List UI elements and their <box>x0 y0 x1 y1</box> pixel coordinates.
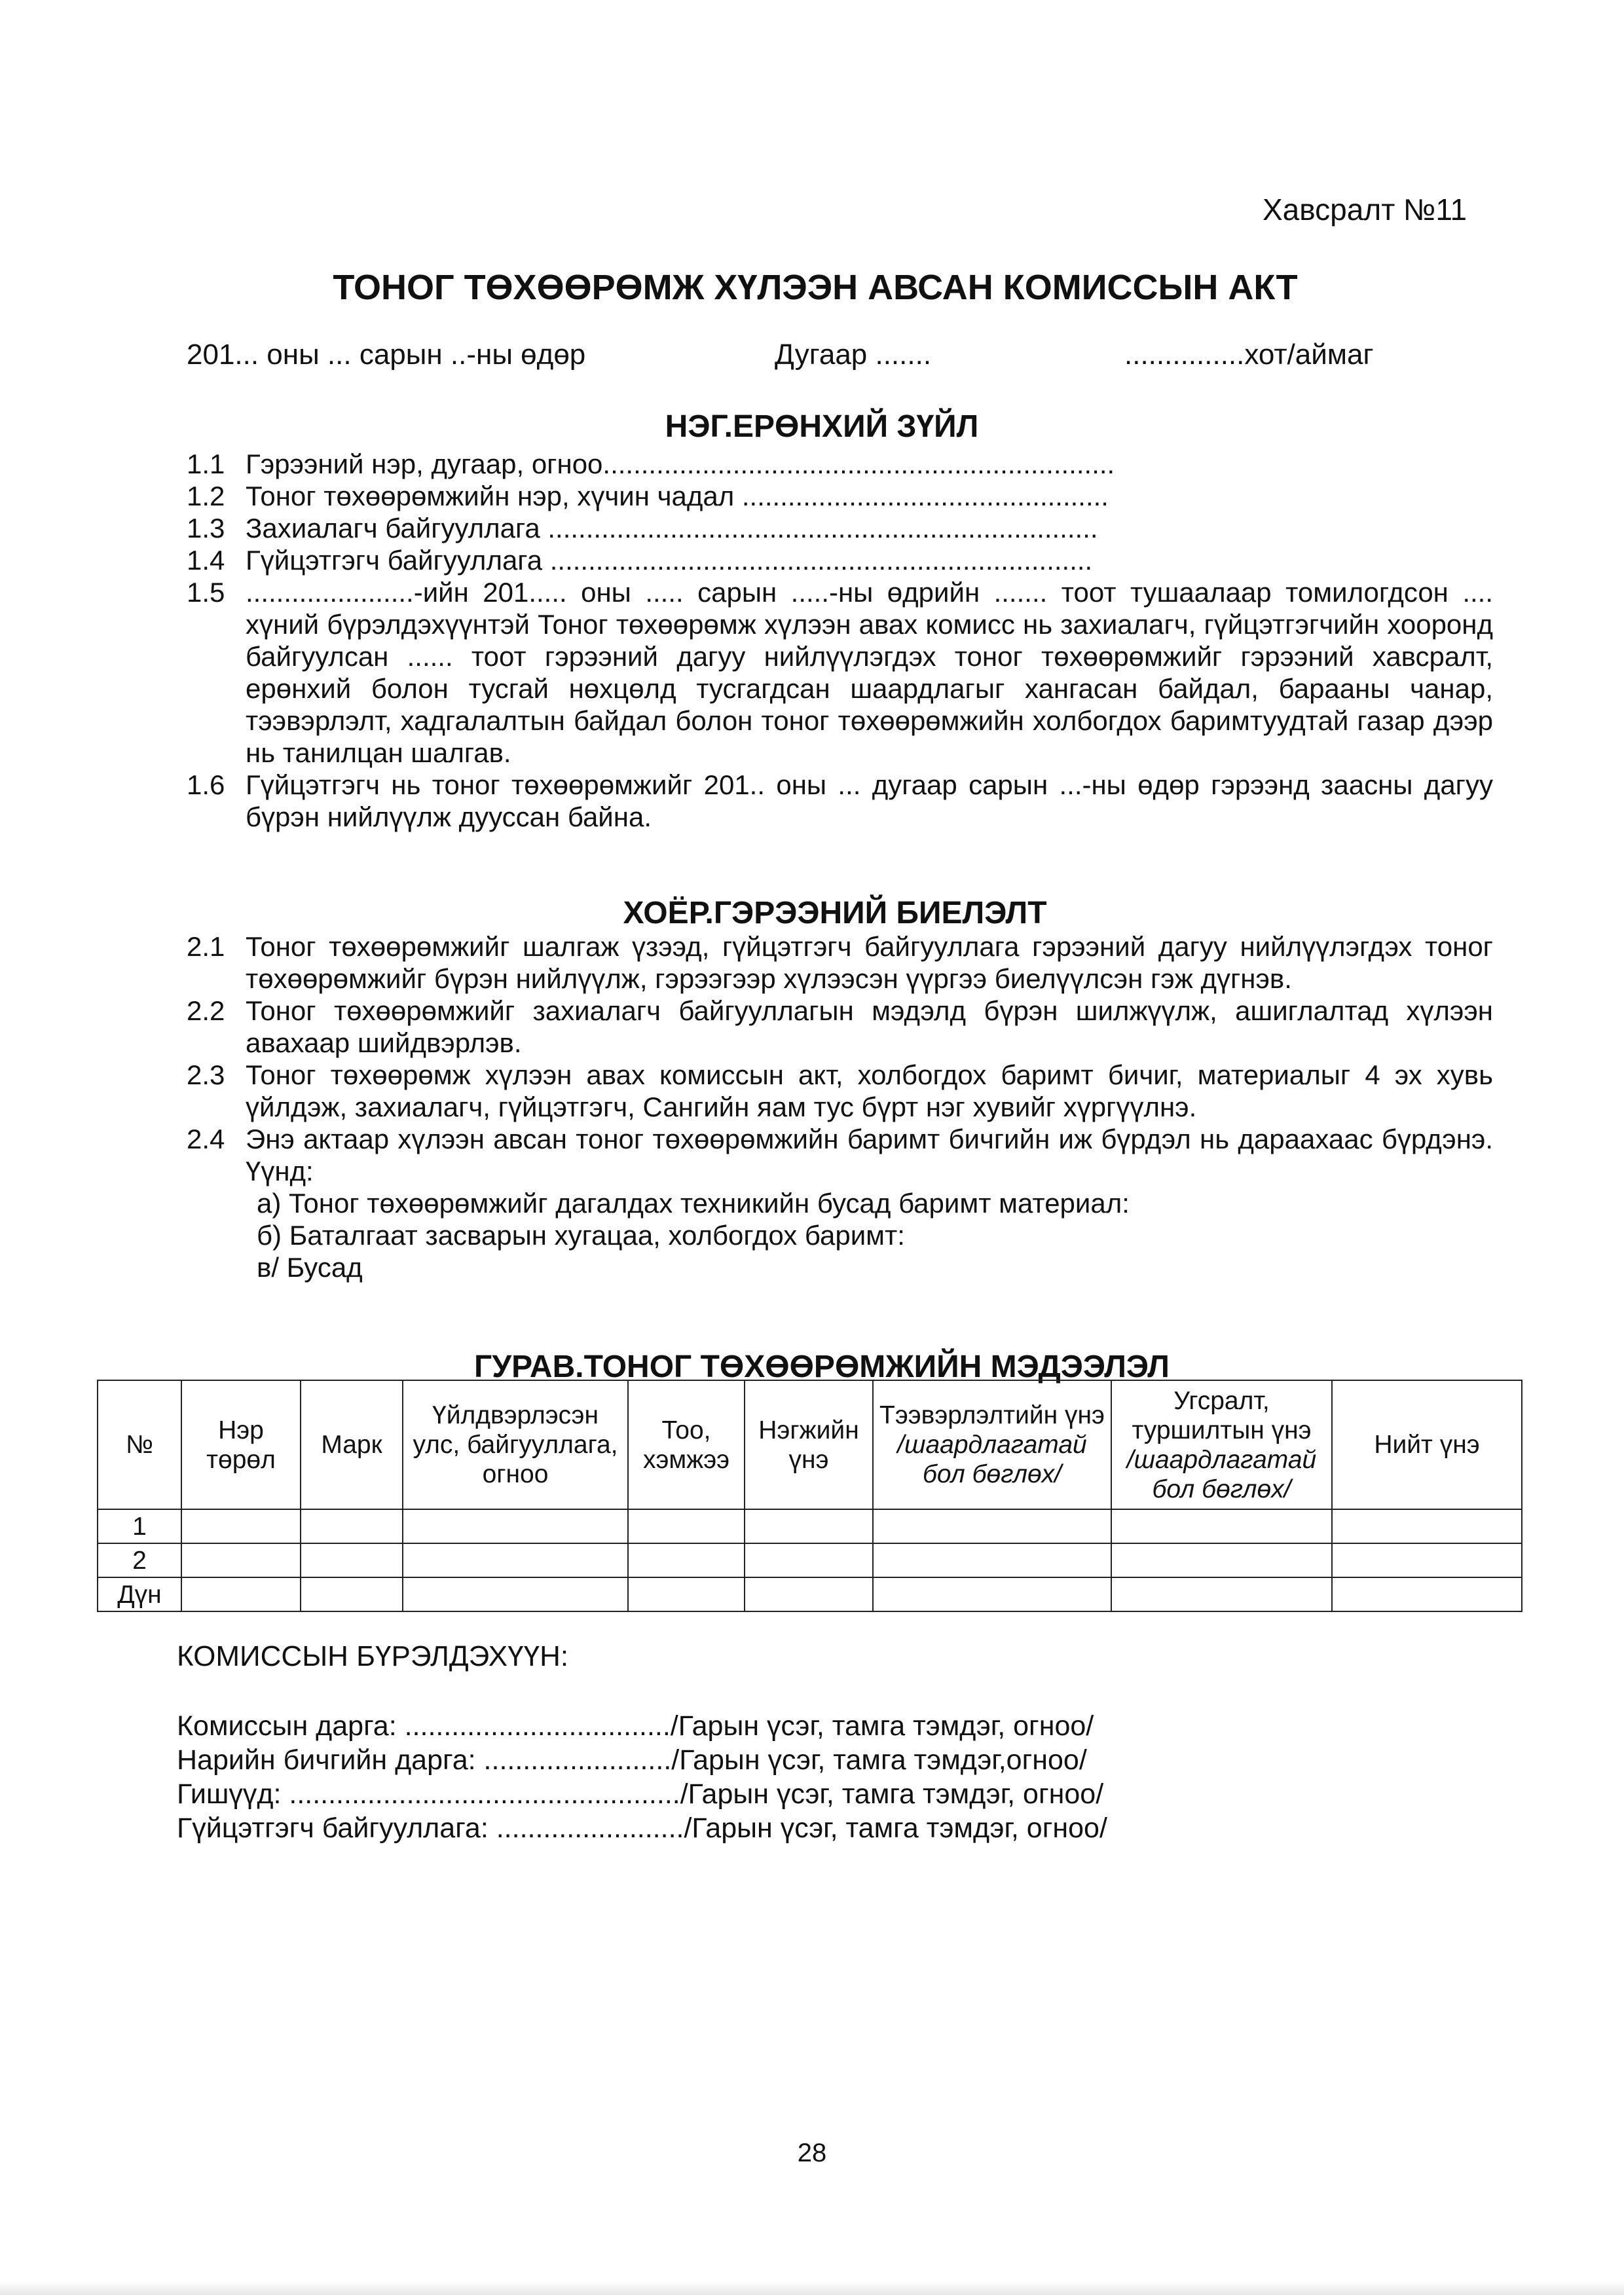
table-header-cell <box>301 1380 403 1509</box>
section2-item <box>187 1123 1493 1187</box>
document-title: ТОНОГ ТӨХӨӨРӨМЖ ХҮЛЭЭН АВСАН КОМИССЫН АКТ <box>333 268 1298 307</box>
item-text: Энэ актаар хүлээн авсан тоног төхөөрөмжийн баримт бичгийн иж бүрдэл нь дараахаас бүрдэнэ. Үүнд: <box>246 1124 1493 1186</box>
table-body <box>98 1509 1522 1611</box>
section1-item <box>187 512 1493 544</box>
table-cell <box>1332 1577 1522 1611</box>
table-header-cell <box>1111 1380 1332 1509</box>
signature-line: Комиссын дарга: ................................../Гарын үсэг, тамга тэмдэг, огноо/ <box>177 1710 1094 1742</box>
commission-title: КОМИССЫН БҮРЭЛДЭХҮҮН: <box>177 1640 569 1672</box>
section1-item <box>187 576 1493 769</box>
section2-subitem: а) Тоног төхөөрөмжийг дагалдах техникийн бусад баримт материал: <box>257 1188 1130 1219</box>
annex-label: Хавсралт №11 <box>1263 193 1467 227</box>
header-label: Марк <box>321 1431 382 1459</box>
item-number: 1.5 <box>187 577 225 608</box>
table-header-cell <box>181 1380 301 1509</box>
number-line: Дугаар ....... <box>775 339 932 371</box>
header-note: /шаардлагатай бол бөглөх/ <box>1126 1445 1317 1503</box>
signature-line: Гүйцэтгэгч байгууллага: ......................../Гарын үсэг, тамга тэмдэг, огноо/ <box>177 1812 1107 1844</box>
table-header-cell <box>403 1380 628 1509</box>
item-number: 2.1 <box>187 931 225 962</box>
table-header-cell <box>873 1380 1111 1509</box>
equipment-table <box>97 1380 1522 1612</box>
item-text: Тоног төхөөрөмжийг шалгаж үзээд, гүйцэтгэгч байгууллага гэрээний дагуу нийлүүлэгдэх тоног төхөөрөмжийг бүрэн нийлүүлж, гэрээгээр хүлээсэн үүргээ биелүүлсэн гэж дүгнэв. <box>246 931 1493 994</box>
table-row <box>98 1509 1522 1543</box>
table-cell <box>873 1543 1111 1577</box>
header-note: /шаардлагатай бол бөглөх/ <box>897 1431 1087 1488</box>
item-number: 1.2 <box>187 481 225 511</box>
row-label-cell: Дүн <box>98 1577 181 1611</box>
header-label: Нийт үнэ <box>1374 1431 1480 1459</box>
section1-item <box>187 448 1493 480</box>
table-row <box>98 1543 1522 1577</box>
table-cell <box>301 1509 403 1543</box>
item-text: Захиалагч байгууллага ........................................................................ <box>246 513 1098 543</box>
section2-item <box>187 1059 1493 1123</box>
item-number: 2.4 <box>187 1124 225 1154</box>
item-text: ......................-ийн 201..... оны ..... сарын .....-ны өдрийн ....... тоот тушаалаар томилогдсон .... хүний бүрэлдэхүүнтэй Тоног төхөөрөмж хүлээн авах комисс нь захиалагч, гүйцэтгэгчийн хооронд байгуулсан ...... тоот гэрээний дагуу нийлүүлэгдэх тоног төхөөрөмжийг гэрээний хавсралт, ерөнхий болон тусгай нөхцөлд тусгагдсан шаардлагыг хангасан байдал, барааны чанар, тээвэрлэлт, хадгалалтын байдал болон тоног төхөөрөмжийн холбогдох баримтуудтай газар дээр нь танилцан шалгав. <box>246 577 1493 768</box>
item-number: 2.3 <box>187 1059 225 1090</box>
table-cell <box>403 1543 628 1577</box>
signature-line: Нарийн бичгийн дарга: ......................../Гарын үсэг, тамга тэмдэг,огноо/ <box>177 1744 1087 1776</box>
table-cell <box>1111 1509 1332 1543</box>
table-cell <box>745 1543 873 1577</box>
table-cell <box>181 1577 301 1611</box>
section3-title: ГУРАВ.ТОНОГ ТӨХӨӨРӨМЖИЙН МЭДЭЭЛЭЛ <box>474 1349 1170 1384</box>
date-line: 201... оны ... сарын ..-ны өдөр <box>187 339 586 371</box>
header-label: Үйлдвэрлэсэн улс, байгууллага, огноо <box>413 1401 618 1488</box>
scan-edge-shadow <box>0 2282 1624 2295</box>
table-cell <box>628 1543 745 1577</box>
header-label: № <box>126 1431 153 1459</box>
header-label: Тоо, хэмжээ <box>642 1416 730 1474</box>
table-header-cell <box>1332 1380 1522 1509</box>
item-text: Тоног төхөөрөмжийн нэр, хүчин чадал ................................................ <box>246 481 1109 511</box>
section2-subitem: в/ Бусад <box>257 1252 363 1283</box>
item-number: 1.4 <box>187 545 225 576</box>
header-label: Тээвэрлэлтийн үнэ <box>879 1401 1105 1429</box>
item-text: Гэрээний нэр, дугаар, огноо................................................................... <box>246 449 1115 479</box>
section2-item <box>187 995 1493 1059</box>
table-cell <box>873 1577 1111 1611</box>
table-header-cell <box>745 1380 873 1509</box>
section1-item <box>187 480 1493 512</box>
row-label-cell: 2 <box>98 1543 181 1577</box>
table-cell <box>745 1509 873 1543</box>
section2-item <box>187 930 1493 995</box>
table-cell <box>181 1543 301 1577</box>
table-row <box>98 1577 1522 1611</box>
table-cell <box>873 1509 1111 1543</box>
table-cell <box>1111 1543 1332 1577</box>
table-cell <box>1332 1509 1522 1543</box>
item-text: Гүйцэтгэгч байгууллага ....................................................................... <box>246 545 1093 576</box>
table-cell <box>1332 1543 1522 1577</box>
header-label: Угсралт, туршилтын үнэ <box>1132 1386 1312 1444</box>
section2-title: ХОЁР.ГЭРЭЭНИЙ БИЕЛЭЛТ <box>623 896 1047 930</box>
item-number: 1.3 <box>187 513 225 543</box>
section1-items <box>187 448 1493 833</box>
section1-item <box>187 544 1493 576</box>
item-number: 1.1 <box>187 449 225 479</box>
signature-line: Гишүүд: ................................................../Гарын үсэг, тамга тэмдэг, огноо/ <box>177 1778 1104 1810</box>
table-cell <box>403 1509 628 1543</box>
table-cell <box>628 1577 745 1611</box>
row-label-cell: 1 <box>98 1509 181 1543</box>
section2-items <box>187 930 1493 1283</box>
table-cell <box>628 1509 745 1543</box>
signature-lines <box>177 1709 1107 1845</box>
item-text: Тоног төхөөрөмж хүлээн авах комиссын акт, холбогдох баримт бичиг, материалыг 4 эх хувь үйлдэж, захиалагч, гүйцэтгэгч, Сангийн яам тус бүрт нэг хувийг хүргүүлнэ. <box>246 1059 1493 1122</box>
section2-subitem: б) Баталгаат засварын хугацаа, холбогдох баримт: <box>257 1220 905 1251</box>
header-label: Нэр төрөл <box>206 1416 276 1474</box>
table-cell <box>301 1543 403 1577</box>
table-cell <box>301 1577 403 1611</box>
table-cell <box>745 1577 873 1611</box>
item-number: 2.2 <box>187 995 225 1026</box>
city-line: ...............хот/аймаг <box>1124 339 1374 371</box>
table-cell <box>403 1577 628 1611</box>
page-number: 28 <box>797 2139 827 2167</box>
item-text: Гүйцэтгэгч нь тоног төхөөрөмжийг 201.. оны ... дугаар сарын ...-ны өдөр гэрээнд заасны дагуу бүрэн нийлүүлж дууссан байна. <box>246 769 1493 832</box>
section1-title: НЭГ.ЕРӨНХИЙ ЗҮЙЛ <box>665 409 979 444</box>
item-text: Тоног төхөөрөмжийг захиалагч байгууллагын мэдэлд бүрэн шилжүүлж, ашиглалтад хүлээн авахаар шийдвэрлэв. <box>246 995 1493 1058</box>
table-cell <box>1111 1577 1332 1611</box>
table-header-cell <box>98 1380 181 1509</box>
item-number: 1.6 <box>187 769 225 800</box>
table-header-row <box>98 1380 1522 1509</box>
table-header-cell <box>628 1380 745 1509</box>
section1-item <box>187 769 1493 833</box>
header-label: Нэгжийн үнэ <box>758 1416 859 1474</box>
table-cell <box>181 1509 301 1543</box>
